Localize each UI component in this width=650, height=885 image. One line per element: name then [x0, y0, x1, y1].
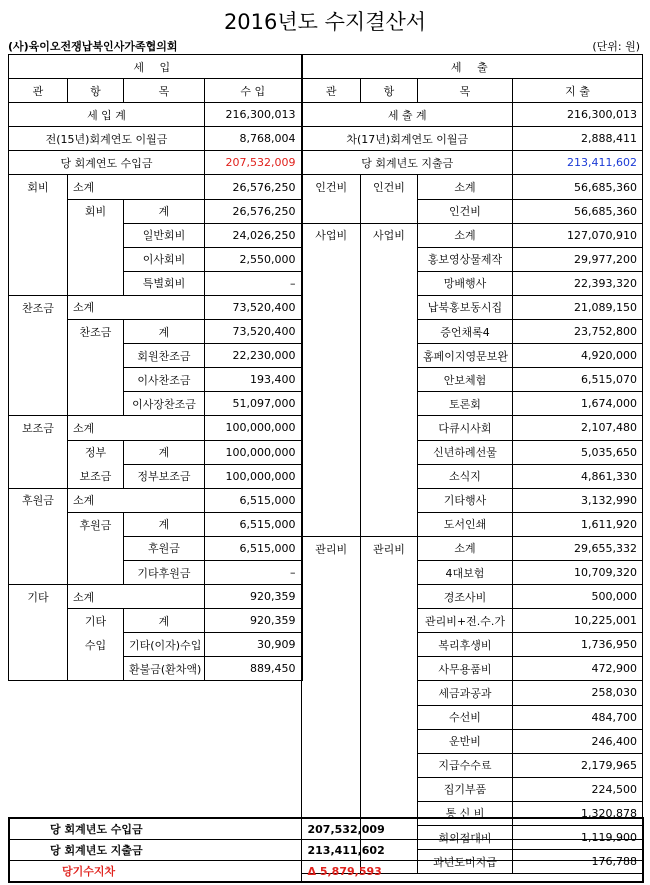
expense-mok-cell: 기타행사: [418, 488, 513, 512]
expense-mok-cell: 집기부품: [418, 777, 513, 801]
expense-amount-cell: 23,752,800: [513, 320, 643, 344]
income-total-label: 세 입 계: [9, 103, 205, 127]
income-amount-cell: 26,576,250: [205, 175, 302, 199]
income-gwan-cell: [9, 344, 68, 368]
expense-amount-cell: 1,320,878: [513, 801, 643, 825]
expense-mok-cell: 망배행사: [418, 271, 513, 295]
expense-amount-cell: 6,515,070: [513, 368, 643, 392]
income-amount-cell: 2,550,000: [205, 247, 302, 271]
income-gwan-cell: 찬조금: [9, 295, 68, 319]
expense-amount-cell: 1,611,920: [513, 512, 643, 536]
expense-gwan-cell: [302, 560, 361, 584]
expense-gwan-cell: 관리비: [302, 536, 361, 560]
income-gwan-cell: [9, 464, 68, 488]
income-gwan-cell: 회비: [9, 175, 68, 199]
expense-gwan-cell: [302, 247, 361, 271]
expense-amount-cell: 246,400: [513, 729, 643, 753]
income-hang-cell: [68, 536, 124, 560]
expense-gwan-cell: [302, 609, 361, 633]
expense-hang-cell: [361, 416, 418, 440]
income-amount-cell: 22,230,000: [205, 344, 302, 368]
expense-gwan-cell: [302, 657, 361, 681]
expense-gwan-cell: 사업비: [302, 223, 361, 247]
income-total-value: 216,300,013: [205, 103, 302, 127]
expense-gwan-cell: 인건비: [302, 175, 361, 199]
income-mok-cell: 환불금(환차액): [124, 657, 205, 681]
expense-amount-cell: 472,900: [513, 657, 643, 681]
expense-mok-cell: 도서인쇄: [418, 512, 513, 536]
income-amount-cell: 6,515,000: [205, 488, 302, 512]
income-hang-cell: [68, 247, 124, 271]
expense-hang-cell: [361, 392, 418, 416]
expense-amount-cell: 176,788: [513, 850, 643, 874]
expense-amount-cell: 224,500: [513, 777, 643, 801]
expense-gwan-header: 관: [302, 79, 361, 103]
income-gwan-cell: 보조금: [9, 416, 68, 440]
income-gwan-cell: [9, 392, 68, 416]
summary-balance-value: Δ 5,879,593: [301, 861, 643, 883]
summary-expense-label: 당 회계년도 지출금: [9, 840, 301, 861]
expense-mok-cell: 다큐시사회: [418, 416, 513, 440]
income-hang-cell: 정부: [68, 440, 124, 464]
income-hang-cell: [68, 271, 124, 295]
expense-mok-cell: 운반비: [418, 729, 513, 753]
expense-hang-cell: [361, 320, 418, 344]
income-mok-cell: 특별회비: [124, 271, 205, 295]
expense-gwan-cell: [302, 777, 361, 801]
expense-mok-cell: 홈페이지영문보완: [418, 344, 513, 368]
income-amount-cell: 920,359: [205, 609, 302, 633]
income-gwan-cell: [9, 633, 68, 657]
summary-expense-value: 213,411,602: [301, 840, 643, 861]
income-empty-cell: [9, 753, 302, 777]
income-hang-cell: 보조금: [68, 464, 124, 488]
income-mok-cell: 계: [124, 440, 205, 464]
income-hang-cell: [68, 392, 124, 416]
expense-amount-cell: 5,035,650: [513, 440, 643, 464]
income-hang-cell: [68, 657, 124, 681]
expense-gwan-cell: [302, 753, 361, 777]
expense-amount-cell: 1,119,900: [513, 826, 643, 850]
income-hang-cell: 후원금: [68, 512, 124, 536]
income-amount-cell: 193,400: [205, 368, 302, 392]
expense-hang-cell: [361, 440, 418, 464]
expense-mok-cell: 소계: [418, 536, 513, 560]
income-mok-cell: 기타후원금: [124, 560, 205, 584]
settlement-table: [8, 54, 643, 874]
income-gwan-cell: [9, 536, 68, 560]
expense-hang-cell: [361, 295, 418, 319]
income-amount-cell: 73,520,400: [205, 320, 302, 344]
income-amount-cell: 30,909: [205, 633, 302, 657]
income-gwan-cell: [9, 320, 68, 344]
income-hang-cell: [68, 344, 124, 368]
income-amount-cell: 100,000,000: [205, 416, 302, 440]
expense-mok-cell: 과년도미지급: [418, 850, 513, 874]
income-gwan-cell: [9, 657, 68, 681]
expense-gwan-cell: [302, 416, 361, 440]
expense-hang-cell: [361, 681, 418, 705]
expense-mok-cell: 사무용품비: [418, 657, 513, 681]
income-amount-cell: 73,520,400: [205, 295, 302, 319]
expense-hang-cell: [361, 585, 418, 609]
expense-mok-cell: 지급수수료: [418, 753, 513, 777]
expense-hang-cell: [361, 609, 418, 633]
expense-mok-cell: 인건비: [418, 199, 513, 223]
expense-gwan-cell: [302, 368, 361, 392]
expense-gwan-cell: [302, 199, 361, 223]
income-gwan-cell: [9, 560, 68, 584]
income-subtotal-label: 소계: [68, 416, 205, 440]
expense-mok-cell: 세금과공과: [418, 681, 513, 705]
income-gwan-cell: [9, 440, 68, 464]
expense-total-label: 세 출 계: [302, 103, 513, 127]
expense-gwan-cell: [302, 681, 361, 705]
expense-mok-cell: 증언채록4: [418, 320, 513, 344]
organization-name: (사)육이오전쟁납북인사가족협의회: [8, 40, 178, 53]
expense-mok-cell: 소계: [418, 223, 513, 247]
expense-amount-header: 지 출: [513, 79, 643, 103]
expense-mok-cell: 안보체험: [418, 368, 513, 392]
expense-hang-cell: [361, 777, 418, 801]
next-carryover-label: 차(17년)회계연도 이월금: [302, 127, 513, 151]
expense-hang-cell: [361, 753, 418, 777]
expense-hang-cell: [361, 344, 418, 368]
income-empty-cell: [9, 705, 302, 729]
expense-amount-cell: 21,089,150: [513, 295, 643, 319]
expense-hang-cell: [361, 488, 418, 512]
income-gwan-header: 관: [9, 79, 68, 103]
income-mok-cell: 계: [124, 609, 205, 633]
expense-mok-cell: 홍보영상물제작: [418, 247, 513, 271]
expense-amount-cell: 1,674,000: [513, 392, 643, 416]
expense-amount-cell: 4,861,330: [513, 464, 643, 488]
expense-mok-cell: 통 신 비: [418, 801, 513, 825]
expense-amount-cell: 500,000: [513, 585, 643, 609]
income-gwan-cell: 후원금: [9, 488, 68, 512]
expense-mok-cell: 회의접대비: [418, 826, 513, 850]
expense-mok-cell: 소식지: [418, 464, 513, 488]
expense-gwan-cell: [302, 488, 361, 512]
expense-amount-cell: 56,685,360: [513, 199, 643, 223]
income-hang-cell: 찬조금: [68, 320, 124, 344]
unit-label: (단위: 원): [592, 40, 640, 53]
expense-amount-cell: 2,179,965: [513, 753, 643, 777]
income-mok-cell: 일반회비: [124, 223, 205, 247]
income-hang-header: 항: [68, 79, 124, 103]
expense-section-header: 세 출: [302, 55, 643, 79]
income-mok-cell: 이사찬조금: [124, 368, 205, 392]
income-subtotal-label: 소계: [68, 175, 205, 199]
prev-carryover-label: 전(15년)회계연도 이월금: [9, 127, 205, 151]
income-mok-cell: 기타(이자)수입: [124, 633, 205, 657]
income-amount-cell: 920,359: [205, 585, 302, 609]
expense-gwan-cell: [302, 440, 361, 464]
expense-mok-cell: 4대보험: [418, 560, 513, 584]
income-gwan-cell: 기타: [9, 585, 68, 609]
income-mok-header: 목: [124, 79, 205, 103]
expense-amount-cell: 1,736,950: [513, 633, 643, 657]
prev-carryover-value: 8,768,004: [205, 127, 302, 151]
expense-mok-cell: 수선비: [418, 705, 513, 729]
income-empty-cell: [9, 729, 302, 753]
income-amount-cell: 100,000,000: [205, 440, 302, 464]
expense-gwan-cell: [302, 633, 361, 657]
expense-total-value: 216,300,013: [513, 103, 643, 127]
expense-gwan-cell: [302, 271, 361, 295]
expense-amount-cell: 127,070,910: [513, 223, 643, 247]
income-mok-cell: 회원찬조금: [124, 344, 205, 368]
income-hang-cell: 수입: [68, 633, 124, 657]
expense-mok-cell: 납북홍보동시집: [418, 295, 513, 319]
expense-amount-cell: 10,225,001: [513, 609, 643, 633]
income-hang-cell: [68, 223, 124, 247]
expense-gwan-cell: [302, 729, 361, 753]
year-income-label: 당 회계연도 수입금: [9, 151, 205, 175]
income-gwan-cell: [9, 368, 68, 392]
expense-hang-cell: [361, 247, 418, 271]
expense-amount-cell: 56,685,360: [513, 175, 643, 199]
expense-gwan-cell: [302, 512, 361, 536]
income-empty-cell: [9, 681, 302, 705]
income-subtotal-label: 소계: [68, 295, 205, 319]
expense-hang-cell: [361, 657, 418, 681]
income-amount-cell: 51,097,000: [205, 392, 302, 416]
income-mok-cell: 계: [124, 199, 205, 223]
expense-amount-cell: 22,393,320: [513, 271, 643, 295]
expense-hang-cell: [361, 368, 418, 392]
expense-gwan-cell: [302, 344, 361, 368]
income-hang-cell: [68, 368, 124, 392]
expense-hang-cell: [361, 271, 418, 295]
expense-gwan-cell: [302, 585, 361, 609]
expense-hang-header: 항: [361, 79, 418, 103]
expense-amount-cell: 10,709,320: [513, 560, 643, 584]
income-amount-cell: 6,515,000: [205, 536, 302, 560]
summary-balance-label: 당기수지차: [9, 861, 301, 883]
expense-hang-cell: [361, 199, 418, 223]
expense-hang-cell: [361, 729, 418, 753]
expense-hang-cell: [361, 633, 418, 657]
income-gwan-cell: [9, 199, 68, 223]
expense-mok-cell: 경조사비: [418, 585, 513, 609]
income-hang-cell: [68, 560, 124, 584]
expense-mok-cell: 관리비+전.수.가: [418, 609, 513, 633]
expense-hang-cell: 사업비: [361, 223, 418, 247]
income-mok-cell: 정부보조금: [124, 464, 205, 488]
income-amount-cell: –: [205, 271, 302, 295]
income-gwan-cell: [9, 223, 68, 247]
income-mok-cell: 계: [124, 320, 205, 344]
year-expense-value: 213,411,602: [513, 151, 643, 175]
summary-income-label: 당 회계년도 수입금: [9, 818, 301, 840]
income-hang-cell: 기타: [68, 609, 124, 633]
expense-mok-header: 목: [418, 79, 513, 103]
income-subtotal-label: 소계: [68, 488, 205, 512]
expense-hang-cell: 관리비: [361, 536, 418, 560]
summary-income-value: 207,532,009: [301, 818, 643, 840]
expense-hang-cell: 인건비: [361, 175, 418, 199]
income-amount-cell: 6,515,000: [205, 512, 302, 536]
income-mok-cell: 이사장찬조금: [124, 392, 205, 416]
income-mok-cell: 이사회비: [124, 247, 205, 271]
expense-mok-cell: 토론회: [418, 392, 513, 416]
year-income-value: 207,532,009: [205, 151, 302, 175]
income-subtotal-label: 소계: [68, 585, 205, 609]
expense-amount-cell: 29,655,332: [513, 536, 643, 560]
income-amount-cell: 100,000,000: [205, 464, 302, 488]
expense-gwan-cell: [302, 705, 361, 729]
expense-gwan-cell: [302, 320, 361, 344]
expense-hang-cell: [361, 464, 418, 488]
income-amount-cell: 889,450: [205, 657, 302, 681]
expense-amount-cell: 484,700: [513, 705, 643, 729]
expense-hang-cell: [361, 512, 418, 536]
income-mok-cell: 계: [124, 512, 205, 536]
income-gwan-cell: [9, 247, 68, 271]
summary-table: [8, 817, 644, 883]
expense-amount-cell: 3,132,990: [513, 488, 643, 512]
expense-mok-cell: 신년하례선물: [418, 440, 513, 464]
expense-mok-cell: 복리후생비: [418, 633, 513, 657]
income-gwan-cell: [9, 512, 68, 536]
income-amount-header: 수 입: [205, 79, 302, 103]
expense-gwan-cell: [302, 295, 361, 319]
expense-amount-cell: 29,977,200: [513, 247, 643, 271]
income-gwan-cell: [9, 271, 68, 295]
income-hang-cell: 회비: [68, 199, 124, 223]
income-amount-cell: 26,576,250: [205, 199, 302, 223]
expense-hang-cell: [361, 560, 418, 584]
expense-mok-cell: 소계: [418, 175, 513, 199]
expense-amount-cell: 4,920,000: [513, 344, 643, 368]
income-mok-cell: 후원금: [124, 536, 205, 560]
next-carryover-value: 2,888,411: [513, 127, 643, 151]
expense-hang-cell: [361, 705, 418, 729]
page-title: 2016년도 수지결산서: [223, 10, 427, 34]
income-gwan-cell: [9, 609, 68, 633]
income-section-header: 세 입: [9, 55, 302, 79]
expense-amount-cell: 2,107,480: [513, 416, 643, 440]
income-amount-cell: –: [205, 560, 302, 584]
income-empty-cell: [9, 777, 302, 801]
expense-amount-cell: 258,030: [513, 681, 643, 705]
expense-gwan-cell: [302, 392, 361, 416]
year-expense-label: 당 회계년도 지출금: [302, 151, 513, 175]
expense-gwan-cell: [302, 464, 361, 488]
income-amount-cell: 24,026,250: [205, 223, 302, 247]
